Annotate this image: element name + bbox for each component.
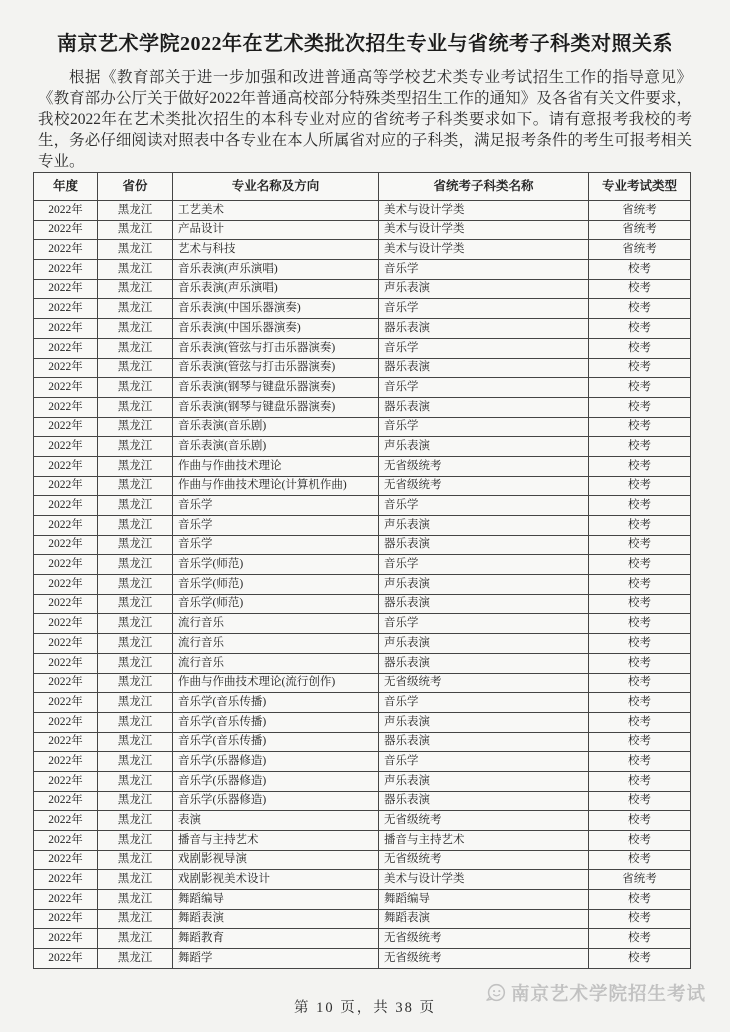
cell-subcategory: 美术与设计学类 — [379, 201, 589, 221]
table-row — [34, 693, 691, 713]
cell-exam-type: 校考 — [589, 831, 691, 851]
cell-year: 2022年 — [34, 555, 98, 575]
cell-subcategory: 无省级统考 — [379, 476, 589, 496]
cell-year: 2022年 — [34, 535, 98, 555]
cell-exam-type: 校考 — [589, 653, 691, 673]
cell-province: 黑龙江 — [98, 220, 173, 240]
cell-province: 黑龙江 — [98, 397, 173, 417]
table-body — [34, 201, 691, 969]
cell-province: 黑龙江 — [98, 299, 173, 319]
watermark-text: 南京艺术学院招生考试 — [511, 985, 707, 1005]
comparison-table — [33, 172, 691, 969]
cell-subcategory: 器乐表演 — [379, 319, 589, 339]
table-row — [34, 949, 691, 969]
cell-year: 2022年 — [34, 870, 98, 890]
cell-exam-type: 校考 — [589, 949, 691, 969]
cell-province: 黑龙江 — [98, 693, 173, 713]
cell-subcategory: 无省级统考 — [379, 811, 589, 831]
cell-exam-type: 校考 — [589, 260, 691, 280]
cell-exam-type: 校考 — [589, 732, 691, 752]
table-row — [34, 732, 691, 752]
cell-province: 黑龙江 — [98, 949, 173, 969]
header-subcategory: 省统考子科类名称 — [379, 173, 589, 201]
cell-province: 黑龙江 — [98, 575, 173, 595]
cell-province: 黑龙江 — [98, 831, 173, 851]
cell-year: 2022年 — [34, 594, 98, 614]
table-row — [34, 201, 691, 221]
cell-year: 2022年 — [34, 299, 98, 319]
cell-exam-type: 校考 — [589, 555, 691, 575]
cell-major: 音乐学(音乐传播) — [173, 693, 379, 713]
cell-province: 黑龙江 — [98, 909, 173, 929]
table-row — [34, 535, 691, 555]
cell-major: 流行音乐 — [173, 614, 379, 634]
cell-year: 2022年 — [34, 417, 98, 437]
cell-exam-type: 校考 — [589, 516, 691, 536]
cell-subcategory: 音乐学 — [379, 299, 589, 319]
cell-major: 音乐表演(中国乐器演奏) — [173, 319, 379, 339]
cell-province: 黑龙江 — [98, 496, 173, 516]
cell-province: 黑龙江 — [98, 850, 173, 870]
cell-subcategory: 美术与设计学类 — [379, 870, 589, 890]
cell-province: 黑龙江 — [98, 516, 173, 536]
cell-province: 黑龙江 — [98, 417, 173, 437]
cell-exam-type: 校考 — [589, 594, 691, 614]
cell-province: 黑龙江 — [98, 614, 173, 634]
cell-major: 音乐表演(声乐演唱) — [173, 279, 379, 299]
table-row — [34, 299, 691, 319]
table-row — [34, 240, 691, 260]
cell-subcategory: 器乐表演 — [379, 397, 589, 417]
cell-year: 2022年 — [34, 811, 98, 831]
cell-subcategory: 舞蹈编导 — [379, 890, 589, 910]
cell-major: 舞蹈学 — [173, 949, 379, 969]
cell-year: 2022年 — [34, 693, 98, 713]
cell-year: 2022年 — [34, 634, 98, 654]
cell-major: 音乐学 — [173, 516, 379, 536]
cell-exam-type: 校考 — [589, 909, 691, 929]
cell-exam-type: 校考 — [589, 338, 691, 358]
cell-province: 黑龙江 — [98, 653, 173, 673]
cell-year: 2022年 — [34, 575, 98, 595]
cell-year: 2022年 — [34, 201, 98, 221]
table-row — [34, 437, 691, 457]
cell-year: 2022年 — [34, 909, 98, 929]
table-row — [34, 673, 691, 693]
cell-major: 产品设计 — [173, 220, 379, 240]
comparison-table-container — [33, 172, 690, 969]
cell-year: 2022年 — [34, 890, 98, 910]
cell-year: 2022年 — [34, 771, 98, 791]
cell-year: 2022年 — [34, 437, 98, 457]
table-row — [34, 909, 691, 929]
cell-year: 2022年 — [34, 949, 98, 969]
cell-subcategory: 器乐表演 — [379, 732, 589, 752]
cell-exam-type: 校考 — [589, 890, 691, 910]
table-row — [34, 358, 691, 378]
table-row — [34, 653, 691, 673]
cell-major: 作曲与作曲技术理论(流行创作) — [173, 673, 379, 693]
cell-major: 音乐学 — [173, 535, 379, 555]
cell-major: 音乐学(师范) — [173, 555, 379, 575]
cell-major: 音乐表演(音乐剧) — [173, 437, 379, 457]
cell-year: 2022年 — [34, 358, 98, 378]
cell-exam-type: 校考 — [589, 437, 691, 457]
cell-exam-type: 校考 — [589, 299, 691, 319]
cell-province: 黑龙江 — [98, 319, 173, 339]
cell-year: 2022年 — [34, 712, 98, 732]
cell-province: 黑龙江 — [98, 338, 173, 358]
cell-year: 2022年 — [34, 653, 98, 673]
cell-major: 作曲与作曲技术理论 — [173, 456, 379, 476]
cell-province: 黑龙江 — [98, 476, 173, 496]
cell-subcategory: 无省级统考 — [379, 456, 589, 476]
cell-year: 2022年 — [34, 496, 98, 516]
cell-exam-type: 校考 — [589, 575, 691, 595]
cell-province: 黑龙江 — [98, 535, 173, 555]
cell-province: 黑龙江 — [98, 791, 173, 811]
table-row — [34, 594, 691, 614]
table-row — [34, 456, 691, 476]
cell-subcategory: 无省级统考 — [379, 850, 589, 870]
cell-year: 2022年 — [34, 732, 98, 752]
header-major: 专业名称及方向 — [173, 173, 379, 201]
table-row — [34, 496, 691, 516]
table-row — [34, 516, 691, 536]
cell-year: 2022年 — [34, 397, 98, 417]
cell-exam-type: 校考 — [589, 752, 691, 772]
cell-subcategory: 器乐表演 — [379, 535, 589, 555]
table-row — [34, 614, 691, 634]
header-province: 省份 — [98, 173, 173, 201]
cell-province: 黑龙江 — [98, 712, 173, 732]
cell-exam-type: 省统考 — [589, 220, 691, 240]
cell-subcategory: 音乐学 — [379, 614, 589, 634]
cell-major: 流行音乐 — [173, 634, 379, 654]
cell-subcategory: 无省级统考 — [379, 949, 589, 969]
table-row — [34, 634, 691, 654]
cell-major: 音乐学 — [173, 496, 379, 516]
cell-subcategory: 声乐表演 — [379, 437, 589, 457]
cell-subcategory: 音乐学 — [379, 378, 589, 398]
cell-exam-type: 校考 — [589, 811, 691, 831]
table-row — [34, 279, 691, 299]
cell-exam-type: 校考 — [589, 673, 691, 693]
cell-province: 黑龙江 — [98, 634, 173, 654]
cell-exam-type: 校考 — [589, 614, 691, 634]
cell-exam-type: 省统考 — [589, 201, 691, 221]
cell-province: 黑龙江 — [98, 358, 173, 378]
cell-major: 工艺美术 — [173, 201, 379, 221]
cell-year: 2022年 — [34, 850, 98, 870]
cell-major: 音乐学(师范) — [173, 594, 379, 614]
cell-subcategory: 美术与设计学类 — [379, 240, 589, 260]
cell-province: 黑龙江 — [98, 811, 173, 831]
table-row — [34, 260, 691, 280]
cell-year: 2022年 — [34, 476, 98, 496]
cell-subcategory: 音乐学 — [379, 496, 589, 516]
cell-major: 音乐表演(钢琴与键盘乐器演奏) — [173, 397, 379, 417]
cell-major: 音乐学(乐器修造) — [173, 771, 379, 791]
cell-major: 音乐学(乐器修造) — [173, 791, 379, 811]
cell-major: 舞蹈表演 — [173, 909, 379, 929]
cell-exam-type: 校考 — [589, 850, 691, 870]
cell-major: 音乐学(音乐传播) — [173, 712, 379, 732]
cell-province: 黑龙江 — [98, 752, 173, 772]
cell-exam-type: 校考 — [589, 378, 691, 398]
cell-subcategory: 音乐学 — [379, 338, 589, 358]
page-title: 南京艺术学院2022年在艺术类批次招生专业与省统考子科类对照关系 — [57, 33, 673, 55]
table-row — [34, 555, 691, 575]
table-row — [34, 220, 691, 240]
cell-subcategory: 器乐表演 — [379, 791, 589, 811]
cell-exam-type: 省统考 — [589, 240, 691, 260]
header-year: 年度 — [34, 173, 98, 201]
cell-subcategory: 器乐表演 — [379, 358, 589, 378]
cell-major: 作曲与作曲技术理论(计算机作曲) — [173, 476, 379, 496]
cell-major: 音乐学(乐器修造) — [173, 752, 379, 772]
cell-exam-type: 校考 — [589, 771, 691, 791]
table-row — [34, 397, 691, 417]
cell-subcategory: 声乐表演 — [379, 279, 589, 299]
cell-year: 2022年 — [34, 378, 98, 398]
cell-year: 2022年 — [34, 279, 98, 299]
cell-subcategory: 声乐表演 — [379, 771, 589, 791]
smiley-logo-icon — [484, 982, 507, 1005]
watermark — [484, 980, 706, 1006]
cell-province: 黑龙江 — [98, 437, 173, 457]
cell-major: 音乐表演(钢琴与键盘乐器演奏) — [173, 378, 379, 398]
cell-province: 黑龙江 — [98, 771, 173, 791]
cell-subcategory: 器乐表演 — [379, 594, 589, 614]
cell-major: 流行音乐 — [173, 653, 379, 673]
cell-subcategory: 播音与主持艺术 — [379, 831, 589, 851]
table-row — [34, 338, 691, 358]
cell-exam-type: 校考 — [589, 496, 691, 516]
cell-exam-type: 校考 — [589, 791, 691, 811]
table-row — [34, 831, 691, 851]
cell-year: 2022年 — [34, 929, 98, 949]
table-row — [34, 890, 691, 910]
cell-province: 黑龙江 — [98, 555, 173, 575]
cell-year: 2022年 — [34, 240, 98, 260]
cell-exam-type: 校考 — [589, 476, 691, 496]
cell-exam-type: 省统考 — [589, 870, 691, 890]
cell-major: 音乐表演(中国乐器演奏) — [173, 299, 379, 319]
cell-province: 黑龙江 — [98, 732, 173, 752]
cell-major: 音乐表演(音乐剧) — [173, 417, 379, 437]
cell-exam-type: 校考 — [589, 693, 691, 713]
cell-exam-type: 校考 — [589, 358, 691, 378]
cell-exam-type: 校考 — [589, 712, 691, 732]
cell-major: 音乐学(音乐传播) — [173, 732, 379, 752]
cell-subcategory: 音乐学 — [379, 417, 589, 437]
table-row — [34, 712, 691, 732]
cell-province: 黑龙江 — [98, 890, 173, 910]
table-row — [34, 771, 691, 791]
cell-major: 音乐表演(声乐演唱) — [173, 260, 379, 280]
header-exam-type: 专业考试类型 — [589, 173, 691, 201]
cell-subcategory: 舞蹈表演 — [379, 909, 589, 929]
cell-subcategory: 声乐表演 — [379, 575, 589, 595]
cell-province: 黑龙江 — [98, 201, 173, 221]
table-row — [34, 378, 691, 398]
cell-year: 2022年 — [34, 673, 98, 693]
table-row — [34, 575, 691, 595]
cell-province: 黑龙江 — [98, 279, 173, 299]
cell-subcategory: 声乐表演 — [379, 516, 589, 536]
cell-exam-type: 校考 — [589, 456, 691, 476]
cell-province: 黑龙江 — [98, 260, 173, 280]
cell-year: 2022年 — [34, 319, 98, 339]
cell-exam-type: 校考 — [589, 319, 691, 339]
cell-exam-type: 校考 — [589, 929, 691, 949]
cell-major: 音乐表演(管弦与打击乐器演奏) — [173, 338, 379, 358]
cell-major: 音乐表演(管弦与打击乐器演奏) — [173, 358, 379, 378]
cell-province: 黑龙江 — [98, 870, 173, 890]
cell-subcategory: 声乐表演 — [379, 634, 589, 654]
cell-year: 2022年 — [34, 831, 98, 851]
cell-major: 戏剧影视美术设计 — [173, 870, 379, 890]
cell-year: 2022年 — [34, 614, 98, 634]
cell-major: 音乐学(师范) — [173, 575, 379, 595]
table-row — [34, 752, 691, 772]
intro-paragraph: 根据《教育部关于进一步加强和改进普通高等学校艺术类专业考试招生工作的指导意见》《教育部办公厅关于做好2022年普通高校部分特殊类型招生工作的通知》及各省有关文件要求，我校2022年在艺术类批次招生的本科专业对应的省统考子科类要求如下。请有意报考我校的考生，务必仔细阅读对照表中各专业在本人所属省对应的子科类，满足报考条件的考生可报考相关专业。 — [38, 69, 692, 170]
page-number: 第 10 页，共 38 页 — [294, 1000, 436, 1016]
table-row — [34, 870, 691, 890]
cell-major: 戏剧影视导演 — [173, 850, 379, 870]
cell-province: 黑龙江 — [98, 456, 173, 476]
cell-subcategory: 音乐学 — [379, 260, 589, 280]
table-row — [34, 791, 691, 811]
table-row — [34, 850, 691, 870]
cell-province: 黑龙江 — [98, 378, 173, 398]
cell-major: 舞蹈编导 — [173, 890, 379, 910]
table-row — [34, 417, 691, 437]
table-row — [34, 476, 691, 496]
cell-subcategory: 声乐表演 — [379, 712, 589, 732]
cell-exam-type: 校考 — [589, 535, 691, 555]
cell-subcategory: 美术与设计学类 — [379, 220, 589, 240]
cell-exam-type: 校考 — [589, 397, 691, 417]
cell-major: 艺术与科技 — [173, 240, 379, 260]
cell-year: 2022年 — [34, 791, 98, 811]
cell-exam-type: 校考 — [589, 634, 691, 654]
table-row — [34, 319, 691, 339]
cell-subcategory: 音乐学 — [379, 752, 589, 772]
cell-province: 黑龙江 — [98, 240, 173, 260]
cell-year: 2022年 — [34, 516, 98, 536]
cell-major: 舞蹈教育 — [173, 929, 379, 949]
cell-subcategory: 音乐学 — [379, 693, 589, 713]
cell-exam-type: 校考 — [589, 417, 691, 437]
cell-province: 黑龙江 — [98, 594, 173, 614]
cell-subcategory: 无省级统考 — [379, 929, 589, 949]
cell-year: 2022年 — [34, 220, 98, 240]
cell-province: 黑龙江 — [98, 929, 173, 949]
table-row — [34, 811, 691, 831]
cell-subcategory: 器乐表演 — [379, 653, 589, 673]
cell-subcategory: 音乐学 — [379, 555, 589, 575]
cell-subcategory: 无省级统考 — [379, 673, 589, 693]
cell-major: 表演 — [173, 811, 379, 831]
cell-year: 2022年 — [34, 456, 98, 476]
cell-exam-type: 校考 — [589, 279, 691, 299]
cell-year: 2022年 — [34, 260, 98, 280]
cell-year: 2022年 — [34, 752, 98, 772]
cell-major: 播音与主持艺术 — [173, 831, 379, 851]
table-row — [34, 929, 691, 949]
table-header-row — [34, 173, 691, 201]
cell-year: 2022年 — [34, 338, 98, 358]
cell-province: 黑龙江 — [98, 673, 173, 693]
